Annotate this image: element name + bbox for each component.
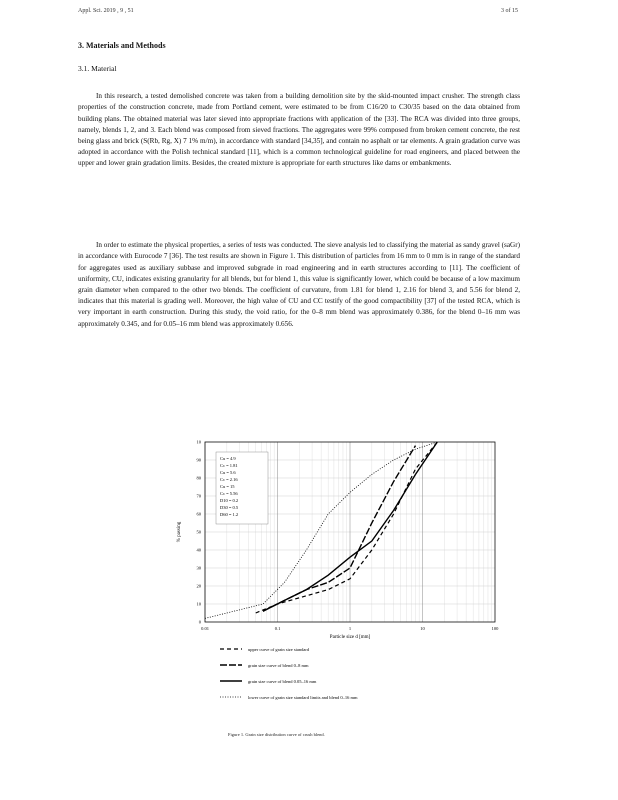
stat-line: Cu = 15 [220, 484, 235, 489]
paragraph-physical-properties: In order to estimate the physical properties, a series of tests was conducted. The sieve analysis led to classifying the material as sandy gravel (saGr) in accordance with Eurocode 7 [36]. The test results are shown in Figure 1. This distribution of particles from 16 mm to 0 mm is in range of the standard for aggregates used as auxiliary subbase and improved subgrade in road engineering and in earth structures according to [11]. The coefficient of uniformity, CU, indicates existing granularity for all blends, but for blend 1, this value is significantly lower, which could be because of a low maximum grain diameter when compared to the other two blends. The coefficient of curvature, from 1.81 for blend 1, 2.16 for blend 3, and 5.56 for blend 2, indicates that this material is grading well. Moreover, the high value of CU and CC testify of the good compactibility [37] of the tested RCA, which is very important in earth construction. During this study, the void ratio, for the 0–8 mm blend was approximately 0.386, for the blend 0–16 mm was approximately 0.345, and for 0.05–16 mm blend was approximately 0.656. [78, 241, 520, 328]
running-header-page: 3 of 15 [501, 8, 518, 14]
stat-line: D60 = 1.2 [220, 512, 239, 517]
legend-label: upper curve of grain size standard [248, 647, 310, 652]
y-tick-label: 80 [196, 475, 201, 481]
series-line-2 [263, 446, 416, 612]
stats-box [216, 452, 268, 524]
paragraph-material: In this research, a tested demolished concrete was taken from a building demolition site by the skid-mounted impact crusher. The strength class properties of the construction concrete, made from Portland cement, were estimated to be from C16/20 to C30/35 based on the data obtained from building plans. The obtained material was later sieved into appropriate fractions with application of the [33]. The RCA was divided into three groups, namely, blends 1, 2, and 3. Each blend was composed from sieved fractions. The aggregates were 99% composed from broken cement concrete, the rest being glass and brick (S(Rb, Rg, X) 7 1% m/m), in accordance with standard [34,35], and contain no asphalt or tar elements. A grain gradation curve was adopted in accordance with the Polish technical standard [11], which is a common technological guideline for road engineers, and placed between the upper and lower grain gradation limits. Besides, the created mixture is appropriate for earth structures like dams or embankments. [78, 92, 520, 168]
y-tick-label: 70 [196, 493, 201, 499]
x-tick-label: 0.1 [274, 626, 281, 631]
legend-label: grain size curve of blend 0.05–16 mm [248, 679, 317, 684]
figure-caption: Figure 1. Grain size distribution curve of crush blend. [228, 732, 325, 737]
section-title: 3. Materials and Methods [78, 41, 166, 50]
y-ticks [197, 440, 202, 625]
chart-legend [220, 647, 358, 700]
y-tick-label: 50 [196, 529, 201, 535]
x-tick-label: 1 [348, 626, 352, 631]
stat-line: Cu = 5.6 [220, 470, 236, 475]
x-tick-label: 10 [420, 626, 425, 631]
series-line-1 [256, 442, 438, 613]
stat-line: D10 = 0.2 [220, 498, 239, 503]
running-header-journal: Appl. Sci. 2019 , 9 , 51 [78, 8, 134, 14]
y-tick-label: 60 [196, 511, 201, 517]
stat-line: Cc = 2.16 [220, 477, 238, 482]
grain-size-chart [160, 432, 540, 732]
legend-label: grain size curve of blend 0–8 mm [248, 663, 309, 668]
y-tick-label: 20 [196, 583, 201, 589]
stat-line: Cc = 1.81 [220, 463, 238, 468]
y-tick-label: 30 [196, 565, 201, 571]
y-tick-label: 0 [198, 619, 201, 625]
x-tick-label: 100 [491, 626, 499, 631]
stat-line: Cu = 4.9 [220, 456, 236, 461]
stat-line: D30 = 0.5 [220, 505, 239, 510]
x-tick-label: 0.01 [201, 626, 209, 631]
x-ticks [201, 626, 499, 631]
legend-label: lower curve of grain size standard limits and blend 0–16 mm [248, 695, 358, 700]
subsection-title: 3.1. Material [78, 64, 117, 73]
stat-line: Cc = 5.56 [220, 491, 238, 496]
y-tick-label: 10 [196, 601, 201, 607]
y-axis-label: % passing [177, 521, 182, 543]
y-tick-label: 90 [196, 457, 201, 463]
y-tick-label: 40 [196, 547, 201, 553]
x-axis-label: Particle size d [mm] [329, 635, 371, 640]
y-tick-label: 10 [196, 439, 201, 445]
